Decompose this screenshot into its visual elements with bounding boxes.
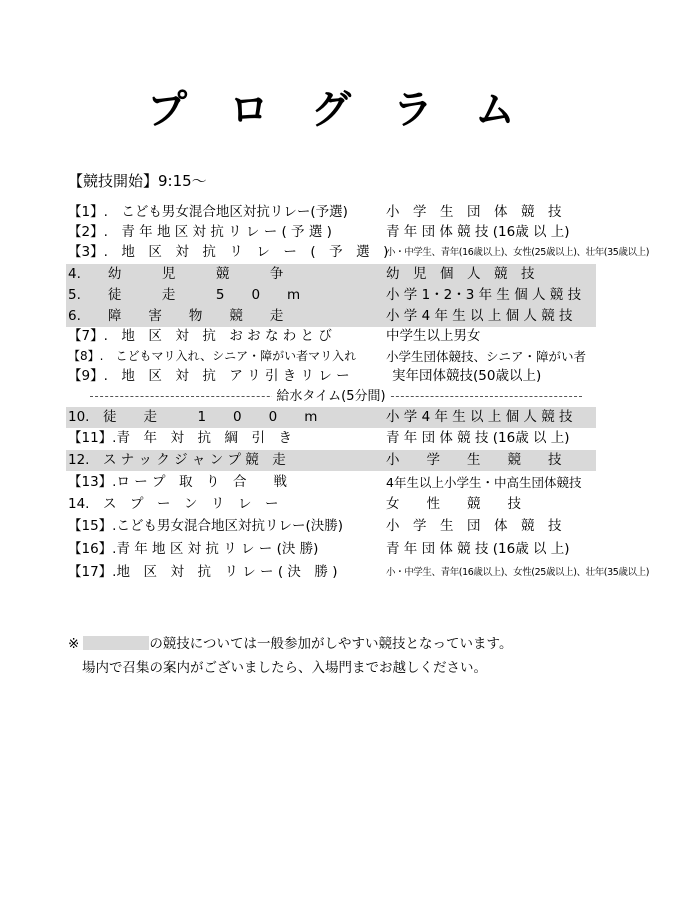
event-name: 【17】.地 区 対 抗 リ レ ー ( 決 勝 ) [68, 564, 338, 580]
program-row [66, 450, 596, 471]
event-name: 【13】.ロ ー プ 取 り 合 戦 [68, 474, 288, 490]
event-category: 小学生団体競技、シニア・障がい者 [386, 349, 587, 364]
program-row [66, 242, 650, 263]
event-name: 4. 幼 児 競 争 [68, 266, 284, 282]
event-category: 小 学 生 団 体 競 技 [386, 518, 562, 534]
page-title: プ ロ グ ラ ム [147, 87, 529, 133]
event-name: 【9】. 地 区 対 抗 ア リ 引 き リ レ ー [68, 368, 350, 384]
program-row [66, 326, 596, 347]
program-row [66, 285, 596, 306]
event-category: 小 学 4 年 生 以 上 個 人 競 技 [386, 308, 573, 324]
program-row [66, 472, 596, 493]
program-row [66, 222, 596, 243]
event-category: 4年生以上小学生・中高生団体競技 [386, 475, 582, 490]
event-category: 小・中学生、青年(16歳以上)、女性(25歳以上)、壮年(35歳以上) [386, 247, 650, 258]
program-row [66, 562, 650, 583]
program-row [66, 494, 596, 515]
event-name: 【8】. こどもマリ入れ、シニア・障がい者マリ入れ [68, 349, 357, 363]
event-name: 10. 徒 走 1 0 0 m [68, 409, 318, 425]
event-category: 女 性 競 技 [386, 496, 521, 512]
shaded-legend-swatch [83, 636, 149, 650]
event-category: 中学生以上男女 [386, 328, 481, 344]
program-row [66, 366, 596, 387]
event-name: 【16】.青 年 地 区 対 抗 リ レ ー (決 勝) [68, 541, 319, 557]
event-name: 【2】. 青 年 地 区 対 抗 リ レ ー ( 予 選 ) [68, 224, 332, 240]
note-line-2: 場内で召集の案内がございましたら、入場門までお越しください。 [82, 660, 487, 676]
break-divider [66, 386, 596, 407]
program-row [66, 407, 596, 428]
program-row [66, 306, 596, 327]
event-name: 12. ス ナ ッ ク ジ ャ ン プ 競 走 [68, 452, 286, 468]
program-row [66, 539, 596, 560]
program-row [66, 346, 596, 367]
note-text: の競技については一般参加がしやすい競技となっています。 [149, 636, 513, 652]
program-row [66, 428, 596, 449]
event-category: 小 学 生 団 体 競 技 [386, 204, 562, 220]
event-category: 幼 児 個 人 競 技 [386, 266, 535, 282]
event-name: 【3】. 地 区 対 抗 リ レ ー ( 予 選 ) [68, 244, 389, 260]
program-row [66, 516, 596, 537]
event-name: 6. 障 害 物 競 走 [68, 308, 284, 324]
event-category: 小 学 4 年 生 以 上 個 人 競 技 [386, 409, 573, 425]
event-category: 小 学 生 競 技 [386, 452, 562, 468]
break-label: 給水タイム(5分間) [272, 389, 389, 404]
program-row [66, 264, 596, 285]
event-category: 青 年 団 体 競 技 (16歳 以 上) [386, 224, 570, 240]
event-category: 小・中学生、青年(16歳以上)、女性(25歳以上)、壮年(35歳以上) [386, 567, 650, 578]
event-name: 【7】. 地 区 対 抗 お お な わ と び [68, 328, 332, 344]
event-name: 5. 徒 走 5 0 m [68, 287, 301, 303]
event-name: 【1】. こども男女混合地区対抗リレー(予選) [68, 204, 348, 220]
note-line-1 [68, 632, 512, 652]
event-category: 実年団体競技(50歳以上) [392, 368, 542, 384]
event-name: 【11】.青 年 対 抗 綱 引 き [68, 430, 292, 446]
note-mark: ※ [68, 636, 80, 652]
event-name: 14. ス プ ー ン リ レ ー [68, 496, 279, 512]
event-category: 小 学 1・2・3 年 生 個 人 競 技 [386, 287, 582, 303]
event-category: 青 年 団 体 競 技 (16歳 以 上) [386, 541, 570, 557]
program-row [66, 202, 596, 223]
event-name: 【15】.こども男女混合地区対抗リレー(決勝) [68, 518, 344, 534]
event-category: 青 年 団 体 競 技 (16歳 以 上) [386, 430, 570, 446]
start-time: 【競技開始】9:15～ [68, 172, 207, 190]
